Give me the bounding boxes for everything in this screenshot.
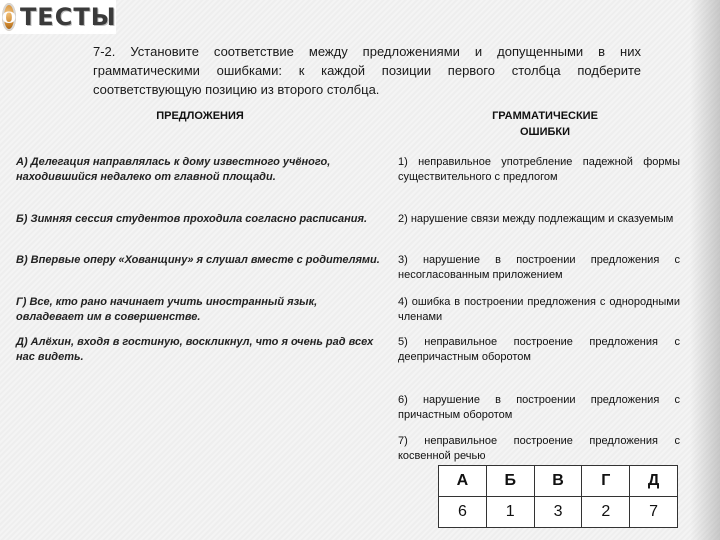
answer-letter-cell: А [439,466,487,497]
answer-number-cell: 6 [439,497,487,528]
answer-letters-row [439,466,678,497]
column-header-sentences-label: ПРЕДЛОЖЕНИЯ [156,110,244,122]
answer-letter-cell: В [534,466,582,497]
answer-number-cell: 1 [486,497,534,528]
answer-letter-cell: Б [486,466,534,497]
error-6: 6) нарушение в построении предложения с причастным оборотом [398,394,680,421]
logo-text: ТЕСТЫ [19,3,117,31]
task-text: 7-2. Установите соответствие между предложениями и допущенными в них грамматическими ошибками: к каждой позиции первого столбца подберите соответствующую позицию из второго столбца. [93,44,641,97]
answer-number-cell: 7 [630,497,678,528]
answer-letter-cell: Д [630,466,678,497]
sentence-b: Б) Зимняя сессия студентов проходила согласно расписания. [16,213,368,225]
error-2: 2) нарушение связи между подлежащим и сказуемым [398,213,674,225]
answer-number-cell: 2 [582,497,630,528]
answer-table [438,465,678,528]
sentence-d: Д) Алёхин, входя в гостиную, воскликнул, что я очень рад всех нас видеть. [16,336,374,363]
answer-number-cell: 3 [534,497,582,528]
sentence-g: Г) Все, кто рано начинает учить иностранный язык, овладевает им в совершенстве. [16,296,318,323]
error-4: 4) ошибка в построении предложения с однородными членами [398,296,680,323]
column-header-errors-line2: ОШИБКИ [519,126,571,138]
error-5: 5) неправильное построение предложения с деепричастным оборотом [398,336,680,363]
error-3: 3) нарушение в построении предложения с несогласованным приложением [398,254,680,281]
answer-letter-cell: Г [582,466,630,497]
logo [0,0,116,34]
error-7: 7) неправильное построение предложения с косвенной речью [398,435,680,462]
column-header-sentences [140,108,260,124]
error-1: 1) неправильное употребление падежной формы существительного с предлогом [398,156,680,183]
column-header-errors [470,108,620,140]
answer-numbers-row [439,497,678,528]
sentence-v: В) Впервые оперу «Хованщину» я слушал вместе с родителями. [16,254,380,266]
sentence-a: А) Делегация направлялась к дому известного учёного, находившийся недалеко от главной площади. [16,156,331,183]
logo-emblem-icon: О [2,3,16,31]
column-header-errors-line1: ГРАММАТИЧЕСКИЕ [492,110,598,122]
